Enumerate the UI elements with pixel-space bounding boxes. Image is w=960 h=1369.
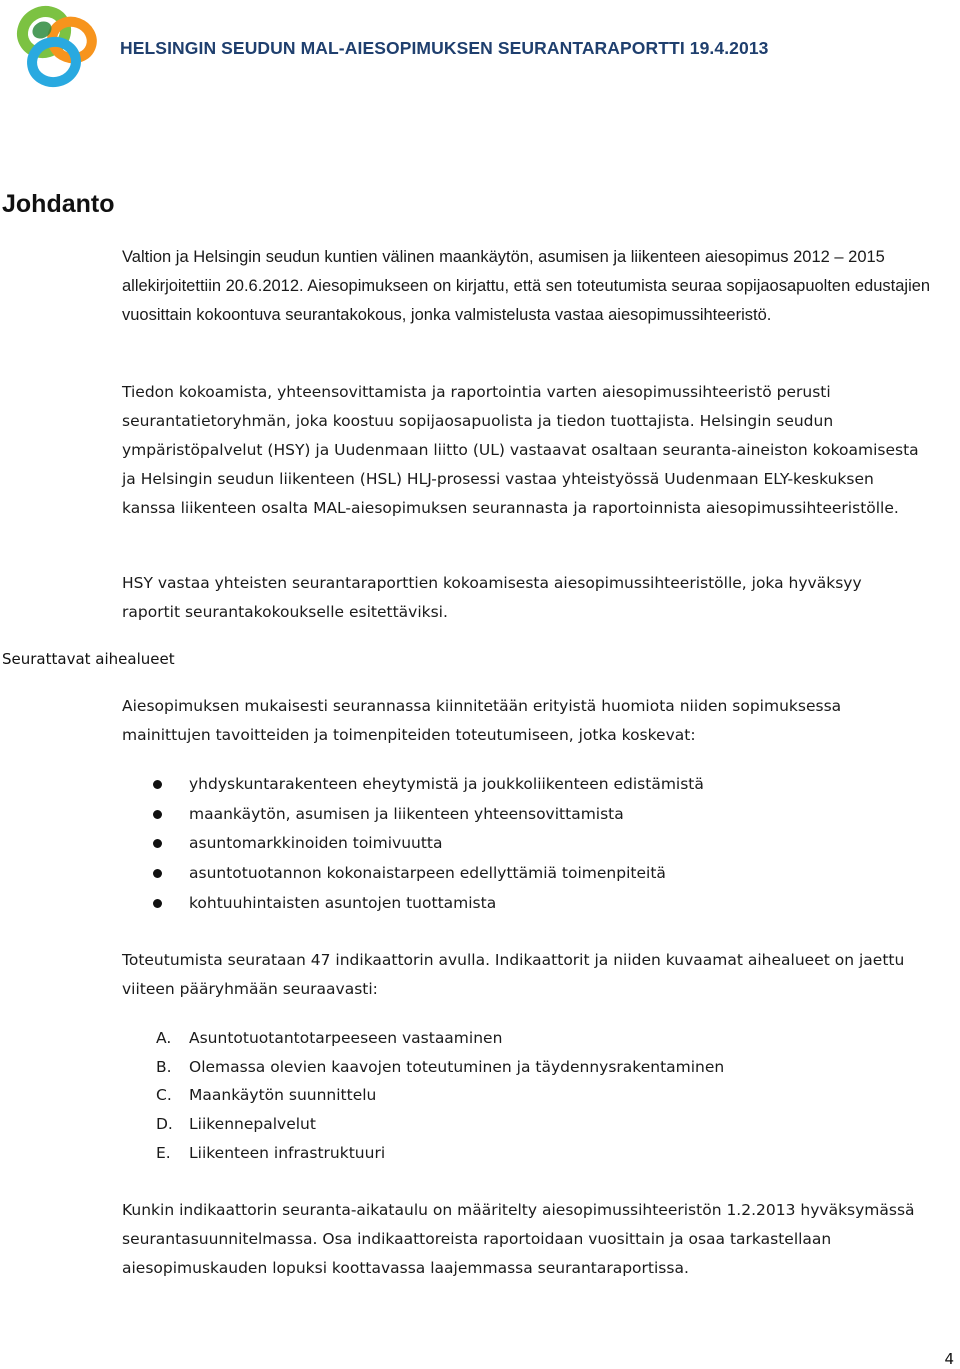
page-number: 4 — [944, 1350, 954, 1368]
list-marker: D. — [156, 1115, 173, 1134]
list-marker: A. — [156, 1029, 172, 1047]
list-marker: C. — [156, 1086, 172, 1105]
indicators-paragraph: Toteutumista seurataan 47 indikaattorin avulla. Indikaattorit ja niiden kuvaamat aihealueet on jaettu viiteen pääryhmään seuraavasti: — [122, 951, 905, 998]
bullet-icon — [153, 839, 162, 848]
side-label-topics: Seurattavat aihealueet — [2, 650, 175, 668]
list-item-label: Liikennepalvelut — [189, 1115, 316, 1134]
list-item — [150, 829, 704, 859]
focus-areas-paragraph: Aiesopimuksen mukaisesti seurannassa kiinnitetään erityistä huomiota niiden sopimuksessa mainittujen tavoitteiden ja toimenpiteiden toteutumiseen, jotka koskevat: — [122, 697, 842, 744]
list-item — [156, 1081, 724, 1110]
hsy-responsibility-paragraph: HSY vastaa yhteisten seurantaraporttien kokoamisesta aiesopimussihteeristölle, joka hyväksyy raportit seurantakokoukselle esitettäviksi. — [122, 574, 862, 621]
list-item — [156, 1139, 724, 1168]
list-item — [156, 1024, 724, 1053]
list-item — [150, 770, 704, 800]
bullet-icon — [153, 899, 162, 908]
list-item — [150, 889, 704, 919]
list-item — [150, 859, 704, 889]
focus-areas-list — [150, 770, 704, 919]
hsy-rings-logo-icon — [14, 4, 106, 92]
list-item-label: asuntomarkkinoiden toimivuutta — [189, 834, 443, 853]
list-item-label: maankäytön, asumisen ja liikenteen yhteensovittamista — [189, 804, 624, 823]
list-item-label: Maankäytön suunnittelu — [189, 1086, 377, 1105]
list-item — [156, 1110, 724, 1139]
list-marker: B. — [156, 1057, 172, 1076]
intro-paragraph: Valtion ja Helsingin seudun kuntien välinen maankäytön, asumisen ja liikenteen aiesopimus 2012 – 2015 allekirjoitettiin 20.6.2012. Aiesopimukseen on kirjattu, että sen toteutumista seuraa sopijaosapuolten edustajien vuosittain kokoontuva seurantakokous, jonka valmistelusta vastaa aiesopimussihteeristö. — [122, 248, 931, 324]
list-item — [156, 1053, 724, 1082]
schedule-paragraph: Kunkin indikaattorin seuranta-aikataulu on määritelty aiesopimussihteeristön 1.2.2013 hyväksymässä seurantasuunnitelmassa. Osa indikaattoreista raportoidaan vuosittain ja osaa tarkastellaan aiesopimuskauden lopuksi koottavassa laajemmassa seurantaraportissa. — [122, 1201, 915, 1277]
list-item-label: Liikenteen infrastruktuuri — [189, 1143, 386, 1162]
bullet-icon — [153, 810, 162, 819]
list-item-label: Asuntotuotantotarpeeseen vastaaminen — [189, 1029, 503, 1047]
indicator-groups-list — [156, 1024, 724, 1168]
bullet-icon — [153, 780, 162, 789]
report-header-title: HELSINGIN SEUDUN MAL-AIESOPIMUKSEN SEURANTARAPORTTI 19.4.2013 — [120, 38, 769, 58]
list-item — [150, 800, 704, 830]
bullet-icon — [153, 869, 162, 878]
list-item-label: asuntotuotannon kokonaistarpeen edellyttämiä toimenpiteitä — [189, 864, 666, 883]
list-item-label: kohtuuhintaisten asuntojen tuottamista — [189, 893, 497, 912]
data-gathering-paragraph: Tiedon kokoamista, yhteensovittamista ja raportointia varten aiesopimussihteeristö perusti seurantatietoryhmän, joka koostuu sopijaosapuolista ja tiedon tuottajista. Helsingin seudun ympäristöpalvelut (HSY) ja Uudenmaan liitto (UL) vastaavat osaltaan seuranta-aineiston kokoamisesta ja Helsingin seudun liikenteen (HSL) HLJ-prosessi vastaa yhteistyössä Uudenmaan ELY-keskuksen kanssa liikenteen osalta MAL-aiesopimuksen seurannasta ja raportoinnista aiesopimussihteeristölle. — [122, 383, 919, 517]
list-item-label: Olemassa olevien kaavojen toteutuminen ja täydennysrakentaminen — [189, 1057, 725, 1076]
list-marker: E. — [156, 1143, 171, 1162]
list-item-label: yhdyskuntarakenteen eheytymistä ja joukkoliikenteen edistämistä — [189, 775, 704, 793]
section-heading: Johdanto — [2, 190, 115, 218]
